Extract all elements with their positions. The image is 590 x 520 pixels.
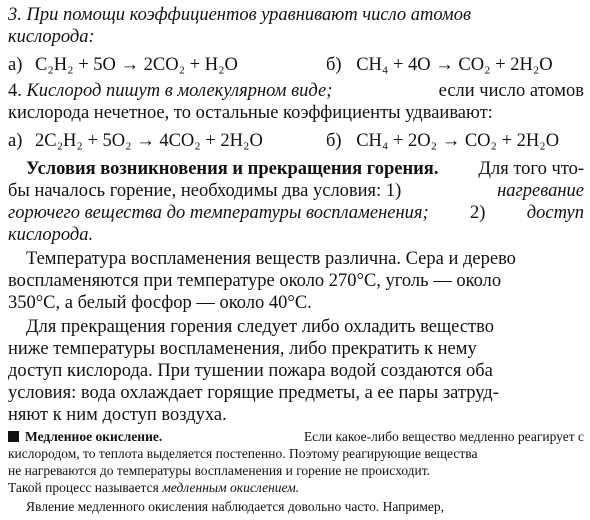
slow-ox-heading: Медленное окисление. — [25, 429, 163, 444]
stop-line-1 — [26, 318, 584, 337]
slow-para2-line-1 — [26, 500, 584, 514]
slow-ox-line-1 — [8, 430, 584, 444]
stop-line-3 — [8, 362, 584, 381]
stop-text-4: условия: вода охлаждает горящие предметы, а ее пары затруд- — [8, 383, 499, 403]
conditions-line-2-italic: нагревание — [497, 181, 584, 201]
slow-ox-line-4-italic: медленным окислением. — [162, 480, 300, 495]
temp-line-2 — [8, 272, 584, 291]
slow-ox-line-2 — [8, 447, 584, 461]
stop-line-2 — [8, 340, 584, 359]
temp-line-3 — [8, 294, 584, 313]
slow-ox-text-2: кислородом, то теплота выделяется постепенно. Поэтому реагирующие вещества — [8, 446, 478, 461]
slow-ox-line-4-plain: Такой процесс называется — [8, 480, 159, 495]
eq1-b — [326, 56, 553, 75]
slow-ox-text-3: не нагреваются до температуры воспламенения и горение не происходит. — [8, 463, 431, 478]
conditions-line-2 — [8, 182, 584, 201]
eq1-a-formula: C₂H₂ + 5O → 2CO₂ + H₂O — [35, 55, 238, 75]
temp-text-3: 350°С, а белый фосфор — около 40°С. — [8, 293, 312, 313]
p4-number: 4. — [8, 81, 22, 101]
conditions-line-3 — [8, 204, 584, 223]
stop-line-5 — [8, 406, 584, 425]
p4-text-2: кислорода нечетное, то остальные коэффициенты удваивают: — [8, 103, 493, 123]
eq2-a-label: а) — [8, 131, 23, 151]
temp-text-2: воспламеняются при температуре около 270°С, уголь — около — [8, 271, 502, 291]
p4-line-2 — [8, 104, 584, 123]
eq1-a — [8, 56, 238, 75]
eq1-b-label: б) — [326, 55, 342, 75]
p3-text-1: 3. При помощи коэффициентов уравнивают число атомов — [8, 5, 472, 25]
eq2-a-formula: 2C₂H₂ + 5O₂ → 4CO₂ + 2H₂O — [35, 131, 263, 151]
p4-line-1-rest: если число атомов — [438, 81, 584, 101]
conditions-line-4-text: кислорода. — [8, 225, 94, 245]
stop-text-3: доступ кислорода. При тушении пожара водой создаются оба — [8, 361, 493, 381]
p4-line-1-left — [8, 82, 332, 101]
p3-line-2 — [8, 28, 584, 47]
eq2-b-label: б) — [326, 131, 342, 151]
conditions-line-4 — [8, 226, 584, 245]
p4-italic: Кислород пишут в молекулярном виде; — [26, 81, 333, 101]
slow-ox-line-1-left — [8, 430, 162, 444]
conditions-line-1 — [26, 160, 584, 179]
p4-line-1 — [8, 82, 584, 101]
temp-line-1 — [26, 250, 584, 269]
eq2-b — [326, 132, 559, 151]
stop-text-2: ниже температуры воспламенения, либо прекратить к нему — [8, 339, 477, 359]
conditions-line-3-italic-a: горючего вещества до температуры воспламенения; — [8, 203, 429, 223]
conditions-line-2-plain: бы началось горение, необходимы два условия: 1) — [8, 181, 402, 201]
slow-ox-line-4 — [8, 481, 584, 495]
slow-ox-line-3 — [8, 464, 584, 478]
eq2-a — [8, 132, 263, 151]
stop-line-4 — [8, 384, 584, 403]
slow-para2-text-1: Явление медленного окисления наблюдается довольно часто. Например, — [26, 499, 445, 514]
conditions-line-3-italic-b: доступ — [526, 203, 584, 223]
p3-line-1 — [8, 6, 584, 25]
conditions-heading: Условия возникновения и прекращения горения. — [26, 159, 439, 179]
conditions-line-3-plain: 2) — [470, 203, 486, 223]
section-marker-icon — [8, 431, 19, 442]
eq1-b-formula: CH₄ + 4O → CO₂ + 2H₂O — [356, 55, 553, 75]
stop-text-1: Для прекращения горения следует либо охладить вещество — [26, 317, 494, 337]
stop-text-5: няют к ним доступ воздуха. — [8, 405, 227, 425]
p3-text-2: кислорода: — [8, 27, 95, 47]
slow-ox-line-1-rest: Если какое-либо вещество медленно реагирует с — [303, 429, 584, 444]
temp-text-1: Температура воспламенения веществ различна. Сера и дерево — [26, 249, 516, 269]
conditions-line-1-rest: Для того что- — [478, 159, 584, 179]
eq2-b-formula: CH₄ + 2O₂ → CO₂ + 2H₂O — [356, 131, 560, 151]
eq1-a-label: а) — [8, 55, 23, 75]
